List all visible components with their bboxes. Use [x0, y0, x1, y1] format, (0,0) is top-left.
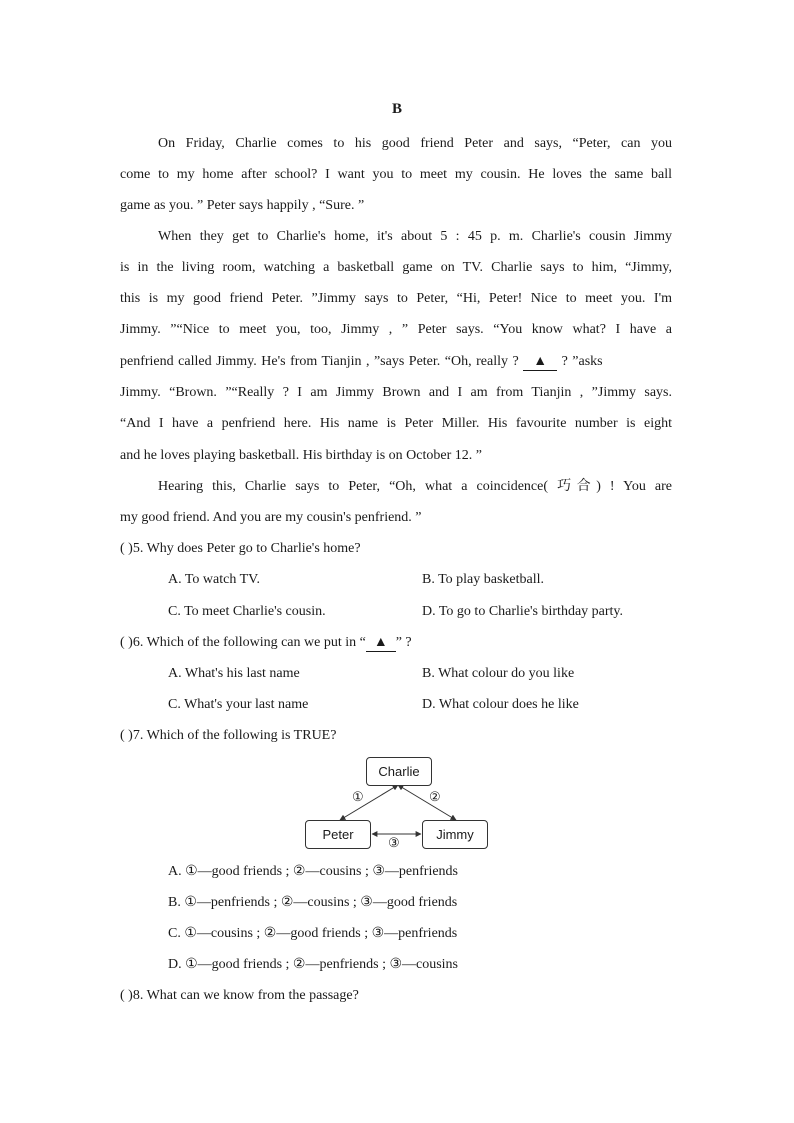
passage-line: come to my home after school? I want you to meet my cousin. He loves the same ball [120, 167, 672, 182]
question-6-stem [120, 633, 412, 653]
q6-stem-text: ( )6. Which of the following can we put in “ [120, 635, 366, 650]
q6-option-c: C. What's your last name [168, 697, 309, 712]
q6-option-b: B. What colour do you like [422, 666, 575, 681]
passage-line-text: ? ”asks [561, 354, 603, 369]
relationship-diagram [300, 752, 492, 852]
label-2: ② [429, 789, 441, 804]
q5-option-c: C. To meet Charlie's cousin. [168, 604, 326, 619]
passage-line: my good friend. And you are my cousin's penfriend. ” [120, 510, 422, 525]
passage-line: On Friday, Charlie comes to his good friend Peter and says, “Peter, can you [158, 136, 672, 151]
q5-option-b: B. To play basketball. [422, 572, 545, 587]
passage-line: Jimmy. “Brown. ”“Really ? I am Jimmy Brown and I am from Tianjin , ”Jimmy says. [120, 385, 672, 400]
passage-line: Hearing this, Charlie says to Peter, “Oh, what a coincidence( 巧合) ! You are [158, 479, 672, 494]
node-charlie: Charlie [366, 757, 432, 786]
passage-line: Jimmy. ”“Nice to meet you, too, Jimmy , ” Peter says. “You know what? I have a [120, 322, 672, 337]
arrow-2 [398, 785, 456, 820]
label-3: ③ [388, 835, 400, 850]
fill-blank: ▲ [523, 354, 557, 371]
passage-line: is in the living room, watching a basketball game on TV. Charlie says to him, “Jimmy, [120, 260, 672, 275]
q7-option-a: A. ①—good friends ; ②—cousins ; ③—penfriends [168, 864, 459, 879]
q6-stem-text: ” ? [395, 635, 412, 650]
passage-line: and he loves playing basketball. His birthday is on October 12. ” [120, 448, 482, 463]
q5-option-a: A. To watch TV. [168, 572, 260, 587]
question-5-stem: ( )5. Why does Peter go to Charlie's home? [120, 541, 361, 556]
label-1: ① [352, 789, 364, 804]
q7-option-c: C. ①—cousins ; ②—good friends ; ③—penfriends [168, 926, 458, 941]
q7-option-d: D. ①—good friends ; ②—penfriends ; ③—cousins [168, 957, 459, 972]
q5-option-d: D. To go to Charlie's birthday party. [422, 604, 624, 619]
passage-line: When they get to Charlie's home, it's about 5 : 45 p. m. Charlie's cousin Jimmy [158, 229, 672, 244]
question-7-stem: ( )7. Which of the following is TRUE? [120, 728, 337, 743]
q7-option-b: B. ①—penfriends ; ②—cousins ; ③—good friends [168, 895, 458, 910]
passage-line-with-blank [120, 352, 672, 372]
question-8-stem: ( )8. What can we know from the passage? [120, 988, 359, 1003]
passage-line: game as you. ” Peter says happily , “Sure. ” [120, 198, 365, 213]
q6-option-d: D. What colour does he like [422, 697, 579, 712]
section-title: B [391, 101, 402, 117]
passage-line-text: penfriend called Jimmy. He's from Tianjin , ”says Peter. “Oh, really ? [120, 354, 519, 369]
fill-blank: ▲ [366, 635, 396, 652]
arrow-1 [340, 785, 398, 820]
q6-option-a: A. What's his last name [168, 666, 300, 681]
node-jimmy: Jimmy [422, 820, 488, 849]
node-peter: Peter [305, 820, 371, 849]
passage-line: “And I have a penfriend here. His name is Peter Miller. His favourite number is eight [120, 416, 672, 431]
passage-line: this is my good friend Peter. ”Jimmy says to Peter, “Hi, Peter! Nice to meet you. I'm [120, 291, 672, 306]
